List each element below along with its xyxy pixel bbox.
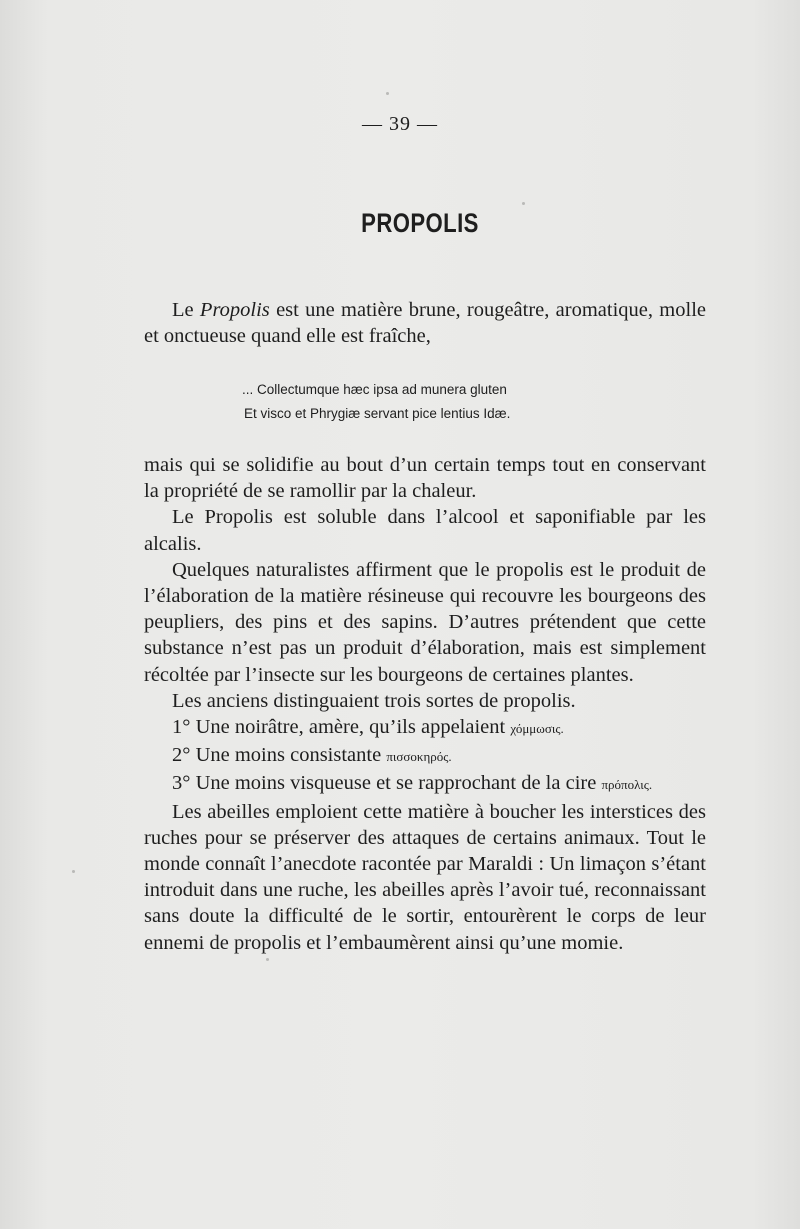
paragraph-maraldi-anecdote: Les abeilles emploient cette matière à boucher les interstices des ruches pour se préserver des attaques de certains animaux. Tout le monde connaît l’anecdote racontée par Maraldi : Un limaçon s’étant introduit dans une ruche, les abeilles après l’avoir tué, reconnaissant sans doute la difficulté de le sortir, entourèrent le corps de leur ennemi de propolis et l’embaumèrent ainsi qu’une momie. (144, 800, 706, 954)
paragraph-ancient-types: Les anciens distinguaient trois sortes de propolis. (172, 689, 576, 712)
paragraph-solidification: mais qui se solidifie au bout d’un certain temps tout en conservant la propriété de se ramollir par la chaleur. (144, 454, 706, 503)
paragraph-intro (144, 297, 706, 349)
paper-speck (266, 958, 269, 961)
list-item-2 (144, 742, 706, 770)
list-item-1 (144, 714, 706, 742)
paper-speck (72, 870, 75, 873)
list-item-3 (144, 770, 706, 798)
quote-line-1: ... Collectumque hæc ipsa ad munera gluten (242, 382, 507, 397)
intro-italic-term: Propolis (199, 299, 270, 321)
quote-line-2: Et visco et Phrygiæ servant pice lentius Idæ. (244, 406, 511, 421)
main-text-block (144, 452, 706, 956)
list-item-1-text: 1° Une noirâtre, amère, qu’ils appelaient (172, 716, 511, 739)
paragraph-solubility: Le Propolis est soluble dans l’alcool et saponifiable par les alcalis. (144, 506, 706, 555)
list-item-2-greek: πισσοκηρός. (386, 749, 452, 765)
list-item-3-text: 3° Une moins visqueuse et se rapprochant de la cire (172, 772, 602, 795)
intro-rest: est une matière brune, rougeâtre, aromatique, molle et onctueuse quand elle est fraîche, (144, 299, 706, 348)
list-item-3-greek: πρόπολις. (601, 777, 653, 793)
page-title: PROPOLIS (361, 208, 479, 238)
latin-quotation (144, 378, 706, 426)
list-item-1-greek: χόμμωσις. (510, 721, 564, 737)
paper-speck (386, 92, 389, 95)
intro-prefix: Le (172, 299, 200, 321)
paragraph-origin: Quelques naturalistes affirment que le propolis est le produit de l’élaboration de la matière résineuse qui recouvre les bourgeons des peupliers, des pins et des sapins. D’autres prétendent que cette substance n’est pas un produit d’élaboration, mais est simplement récoltée par l’insecte sur les bourgeons de certaines plantes. (144, 558, 706, 686)
page-number: — 39 — (362, 113, 438, 135)
list-item-2-text: 2° Une moins consistante (172, 744, 387, 767)
paper-speck (522, 202, 525, 205)
intro-text (144, 297, 706, 349)
